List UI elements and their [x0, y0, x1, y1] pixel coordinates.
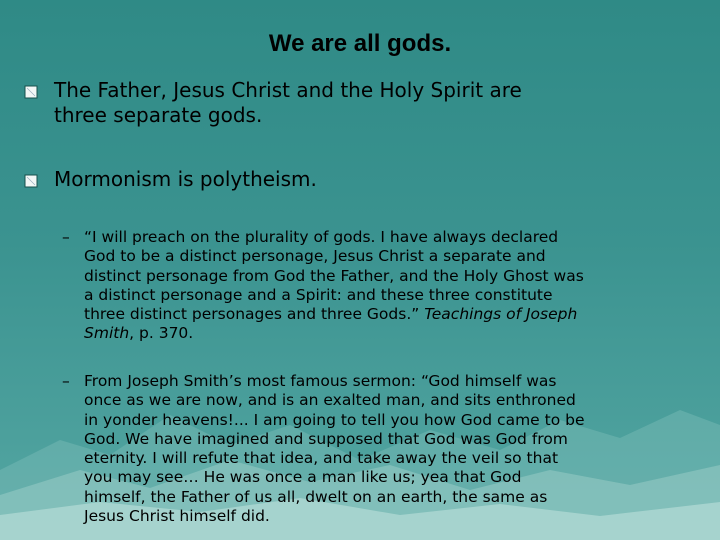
quote-text	[84, 228, 694, 344]
citation-title-1: Teachings of Joseph	[424, 305, 578, 324]
bullet-item	[24, 78, 684, 130]
quote-item	[62, 372, 692, 532]
dash-marker: –	[62, 228, 70, 246]
quote-item	[62, 228, 692, 348]
quote-text: From Joseph Smith’s most famous sermon: “God himself was once as we are now, and is an exalted man, and sits enthroned in yonder heavens!... I am going to tell you how God came to be God. We have imagined and supposed that God was God from eternity. I will refute that idea, and take away the veil so that you may see… He was once a man like us; yea that God himself, the Father of us all, dwelt on an earth, the same as Jesus Christ himself did.	[84, 372, 585, 526]
bullet-text: The Father, Jesus Christ and the Holy Spirit are three separate gods.	[54, 78, 522, 127]
diamond-bullet-icon	[24, 85, 38, 99]
slide-title: We are all gods.	[268, 30, 452, 57]
citation-title-2: Smith	[84, 324, 130, 343]
quote-body: “I will preach on the plurality of gods. I have always declared God to be a distinct personage, Jesus Christ a separate and distinct personage from God the Father, and the Holy Ghost was a distinct personage and a Spirit: and these three constitute three distinct personages and three Gods.”	[84, 228, 584, 324]
bullet-text: Mormonism is polytheism.	[54, 167, 317, 191]
bullet-item	[24, 167, 684, 195]
citation-page: , p. 370.	[129, 324, 194, 343]
dash-marker: –	[62, 372, 70, 390]
diamond-bullet-icon	[24, 174, 38, 188]
